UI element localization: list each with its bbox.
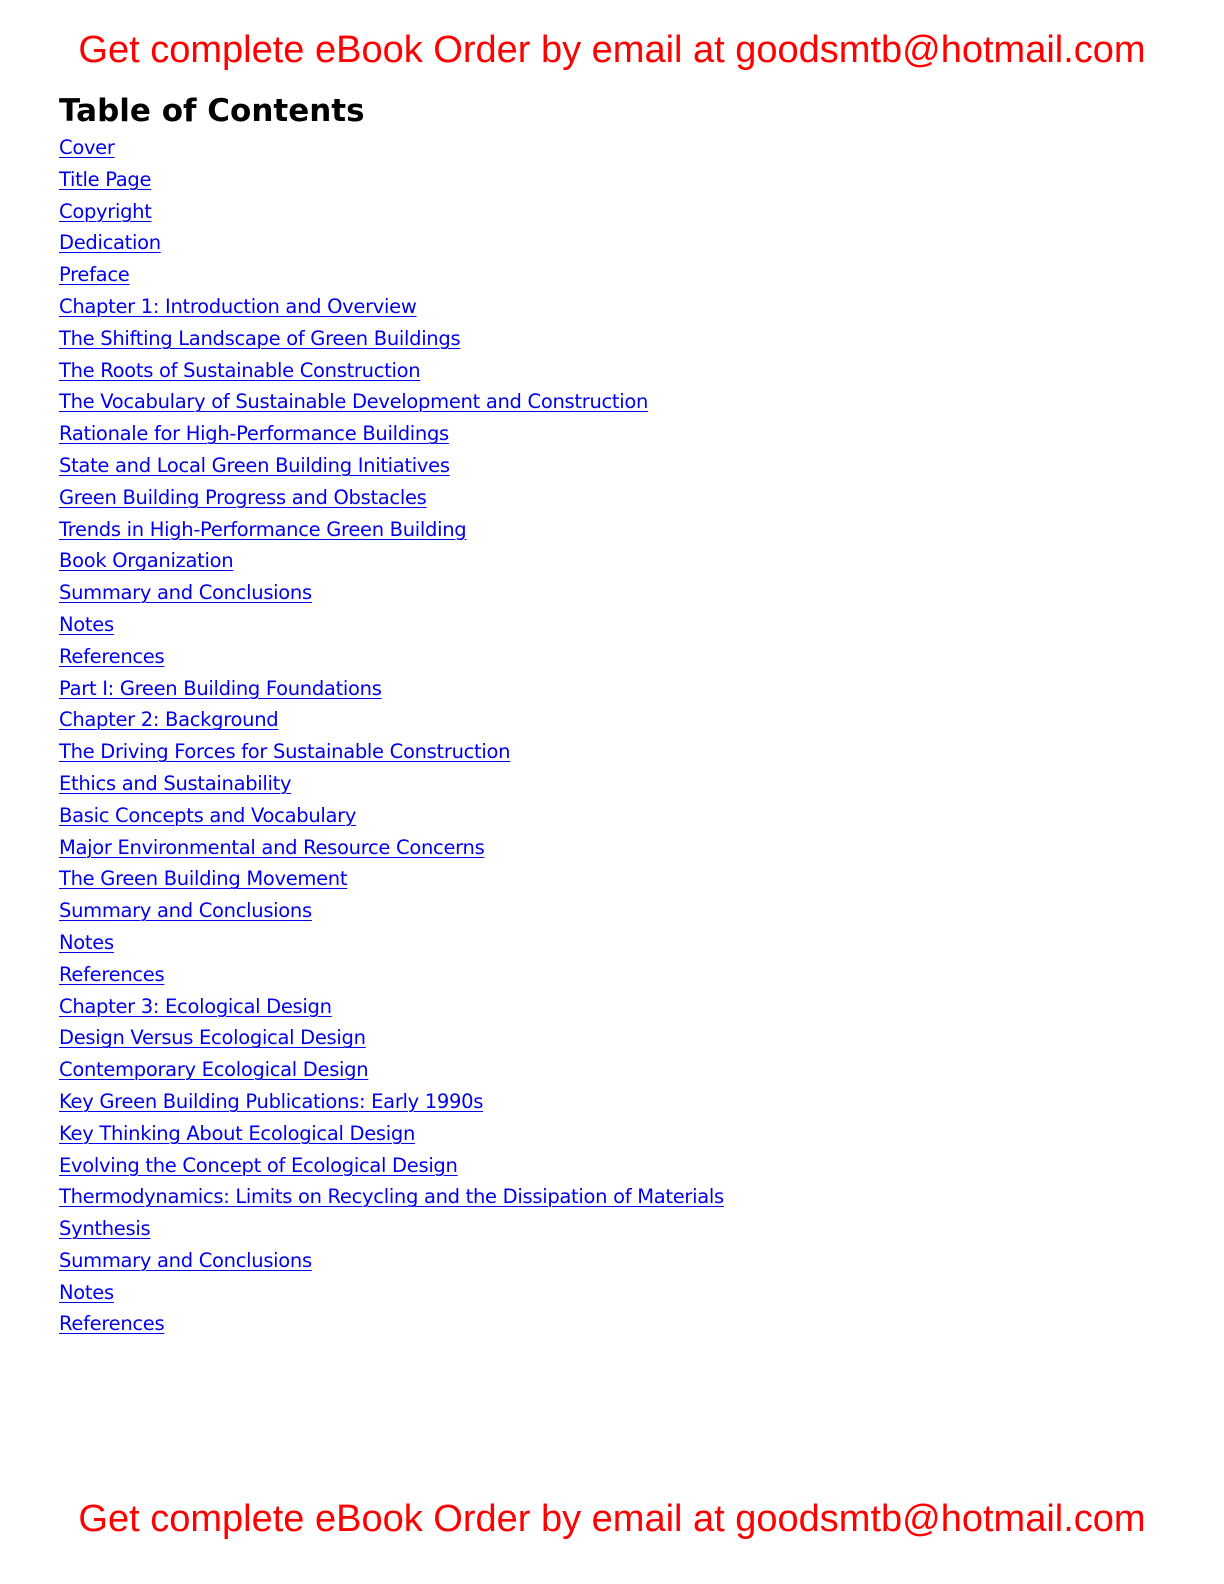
toc-link-evolving-concept[interactable]: Evolving the Concept of Ecological Design [59,1153,458,1177]
toc-link-title-page[interactable]: Title Page [59,167,152,191]
toc-link-ethics-sustainability[interactable]: Ethics and Sustainability [59,771,292,795]
toc-link-trends-high-performance[interactable]: Trends in High-Performance Green Building [59,517,467,541]
toc-link-basic-concepts[interactable]: Basic Concepts and Vocabulary [59,803,357,827]
toc-link-synthesis[interactable]: Synthesis [59,1217,151,1241]
toc-link-notes-ch1[interactable]: Notes [59,612,114,636]
toc-item [59,832,724,864]
toc-item [59,768,724,800]
toc-item [59,291,724,323]
toc-link-thermodynamics[interactable]: Thermodynamics: Limits on Recycling and the Dissipation of Materials [59,1185,724,1209]
toc-item [59,545,724,577]
toc-link-state-local-initiatives[interactable]: State and Local Green Building Initiatives [59,453,450,477]
toc-link-references-ch3[interactable]: References [59,1312,165,1336]
toc-link-design-vs-ecological[interactable]: Design Versus Ecological Design [59,1026,366,1050]
toc-item [59,514,724,546]
toc-item [59,673,724,705]
toc-item [59,704,724,736]
toc-link-cover[interactable]: Cover [59,136,115,159]
toc-item [59,800,724,832]
toc-link-notes-ch3[interactable]: Notes [59,1280,114,1304]
toc-item [59,418,724,450]
toc-link-chapter-2[interactable]: Chapter 2: Background [59,708,279,732]
toc-item [59,386,724,418]
toc-link-summary-conclusions-ch1[interactable]: Summary and Conclusions [59,581,312,605]
toc-list [59,132,724,1340]
toc-link-key-thinking[interactable]: Key Thinking About Ecological Design [59,1121,416,1145]
toc-item [59,227,724,259]
toc-link-contemporary-ecological[interactable]: Contemporary Ecological Design [59,1058,369,1082]
toc-link-summary-conclusions-ch3[interactable]: Summary and Conclusions [59,1248,312,1272]
toc-item [59,355,724,387]
toc-item [59,927,724,959]
toc-item [59,164,724,196]
toc-item [59,1213,724,1245]
toc-link-chapter-3[interactable]: Chapter 3: Ecological Design [59,994,332,1018]
toc-item [59,196,724,228]
toc-link-vocabulary-sustainable-development[interactable]: The Vocabulary of Sustainable Development and Construction [59,390,649,414]
toc-item [59,577,724,609]
toc-item [59,132,724,164]
toc-item [59,736,724,768]
toc-item [59,1118,724,1150]
toc-item [59,1181,724,1213]
toc-item [59,450,724,482]
toc-item [59,1245,724,1277]
toc-item [59,863,724,895]
toc-link-references-ch2[interactable]: References [59,962,165,986]
toc-item [59,991,724,1023]
toc-link-roots-sustainable-construction[interactable]: The Roots of Sustainable Construction [59,358,421,382]
toc-item [59,323,724,355]
toc-item [59,1308,724,1340]
promo-banner-bottom: Get complete eBook Order by email at goodsmtb@hotmail.com [78,1498,1146,1540]
toc-item [59,482,724,514]
toc-item [59,1022,724,1054]
toc-link-preface[interactable]: Preface [59,263,130,287]
toc-item [59,1277,724,1309]
toc-link-dedication[interactable]: Dedication [59,231,161,255]
toc-link-notes-ch2[interactable]: Notes [59,930,114,954]
toc-link-green-building-movement[interactable]: The Green Building Movement [59,867,348,891]
toc-link-copyright[interactable]: Copyright [59,199,152,223]
toc-item [59,259,724,291]
toc-link-rationale-high-performance[interactable]: Rationale for High-Performance Buildings [59,422,449,446]
toc-link-driving-forces[interactable]: The Driving Forces for Sustainable Construction [59,740,511,764]
toc-item [59,609,724,641]
toc-title: Table of Contents [59,93,365,129]
promo-banner-top: Get complete eBook Order by email at goodsmtb@hotmail.com [78,29,1146,71]
toc-item [59,641,724,673]
toc-link-environmental-concerns[interactable]: Major Environmental and Resource Concerns [59,835,485,859]
toc-item [59,1086,724,1118]
toc-link-shifting-landscape[interactable]: The Shifting Landscape of Green Buildings [59,326,461,350]
toc-item [59,1150,724,1182]
toc-link-book-organization[interactable]: Book Organization [59,549,234,573]
toc-item [59,1054,724,1086]
toc-link-chapter-1[interactable]: Chapter 1: Introduction and Overview [59,294,417,318]
toc-link-summary-conclusions-ch2[interactable]: Summary and Conclusions [59,899,312,923]
toc-item [59,959,724,991]
toc-link-progress-obstacles[interactable]: Green Building Progress and Obstacles [59,485,427,509]
toc-link-key-publications[interactable]: Key Green Building Publications: Early 1990s [59,1089,484,1113]
toc-item [59,895,724,927]
toc-link-part-1[interactable]: Part I: Green Building Foundations [59,676,382,700]
toc-link-references-ch1[interactable]: References [59,644,165,668]
